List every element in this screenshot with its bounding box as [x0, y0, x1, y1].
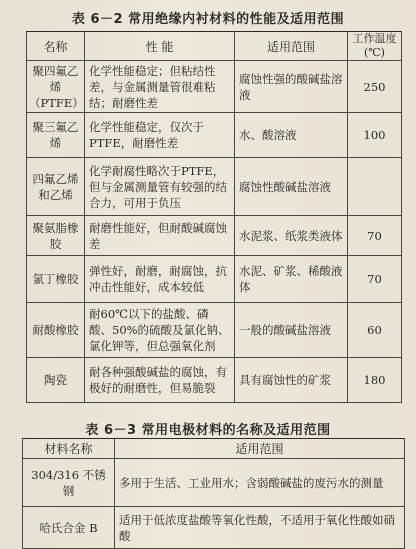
table-header-row [27, 32, 402, 61]
material-performance: 弹性好，耐磨，耐腐蚀，抗冲击性能好，成本较低 [85, 256, 235, 303]
header-material-name: 材料名称 [23, 439, 115, 459]
material-name: 耐酸橡胶 [27, 303, 85, 358]
table2-caption: 表 6－3 常用电极材料的名称及适用范围 [85, 423, 331, 438]
material-usage: 水泥浆、纸浆类液体 [235, 216, 348, 256]
material-temp: 250 [348, 61, 402, 113]
material-performance: 耐60℃以下的盐酸、磷酸、50%的硫酸及氯化钠、氯化钾等，但总强氧化剂 [85, 303, 235, 358]
material-performance: 化学耐腐性略次于PTFE，但与金属测量管有较强的结合力，可用于负压 [85, 158, 235, 216]
lining-materials-table [26, 31, 402, 403]
material-usage: 水、酸溶液 [235, 113, 348, 158]
material-temp: 70 [348, 216, 402, 256]
material-name: 聚四氟乙烯（PTFE） [27, 61, 85, 113]
table-row [23, 459, 405, 507]
material-performance: 耐磨性能好，但耐酸碱腐蚀差 [85, 216, 235, 256]
electrode-name: 哈氏合金 B [23, 507, 115, 549]
material-name: 陶瓷 [27, 358, 85, 403]
electrode-name: 304/316 不锈钢 [23, 459, 115, 507]
header-performance: 性 能 [85, 32, 235, 61]
material-name: 聚氨脂橡胶 [27, 216, 85, 256]
header-usage: 适用范围 [115, 439, 405, 459]
material-performance: 化学性能稳定，仅次于PTFE，耐磨性差 [85, 113, 235, 158]
header-usage: 适用范围 [235, 32, 348, 61]
header-temp: 工作温度(℃) [348, 32, 402, 61]
electrode-materials-table [22, 438, 405, 549]
material-usage: 腐蚀性酸碱盐溶液 [235, 158, 348, 216]
table-row [27, 216, 402, 256]
material-temp: 60 [348, 303, 402, 358]
table1-caption: 表 6－2 常用绝缘内衬材料的性能及适用范围 [71, 12, 345, 27]
material-performance: 耐各种强酸碱盐的腐蚀，有极好的耐磨性，但易脆裂 [85, 358, 235, 403]
table-row [27, 256, 402, 303]
table-row [27, 303, 402, 358]
material-temp: 100 [348, 113, 402, 158]
header-name: 名称 [27, 32, 85, 61]
material-name: 四氟乙烯和乙烯 [27, 158, 85, 216]
table-row [23, 507, 405, 549]
material-performance: 化学性能稳定；但粘结性差，与金属测量管很难粘结；耐磨性差 [85, 61, 235, 113]
material-usage: 腐蚀性强的酸碱盐溶液 [235, 61, 348, 113]
table-row [27, 113, 402, 158]
material-temp: 180 [348, 358, 402, 403]
material-temp: 70 [348, 256, 402, 303]
material-usage: 水泥、矿浆、稀酸液体 [235, 256, 348, 303]
table-row [27, 158, 402, 216]
material-name: 聚三氟乙烯 [27, 113, 85, 158]
table-row [27, 358, 402, 403]
material-temp [348, 158, 402, 216]
material-usage: 具有腐蚀性的矿浆 [235, 358, 348, 403]
electrode-usage: 多用于生活、工业用水；含弱酸碱盐的废污水的测量 [115, 459, 405, 507]
electrode-usage: 适用于低浓度盐酸等氧化性酸，不适用于氧化性酸如硝酸 [115, 507, 405, 549]
table-header-row [23, 439, 405, 459]
table-row [27, 61, 402, 113]
material-name: 氯丁橡胶 [27, 256, 85, 303]
material-usage: 一般的酸碱盐溶液 [235, 303, 348, 358]
